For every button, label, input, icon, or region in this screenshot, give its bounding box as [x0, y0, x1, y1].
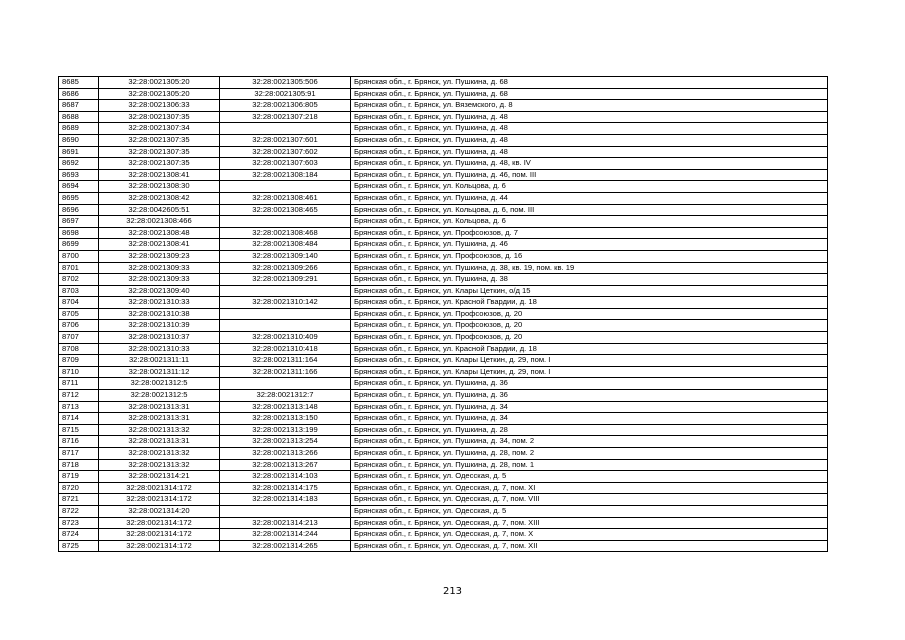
- address-cell: Брянская обл., г. Брянск, ул. Одесская, д. 7, пом. VIII: [351, 494, 828, 506]
- object-cadastral-number-cell: [220, 308, 351, 320]
- object-cadastral-number-cell: 32:28:0021307:602: [220, 146, 351, 158]
- address-cell: Брянская обл., г. Брянск, ул. Профсоюзов, д. 20: [351, 332, 828, 344]
- table-row: [59, 320, 828, 332]
- object-cadastral-number-cell: 32:28:0021308:484: [220, 239, 351, 251]
- table-row: [59, 169, 828, 181]
- row-number-cell: 8722: [59, 505, 99, 517]
- object-cadastral-number-cell: 32:28:0021313:199: [220, 424, 351, 436]
- address-cell: Брянская обл., г. Брянск, ул. Пушкина, д. 34, пом. 2: [351, 436, 828, 448]
- address-cell: Брянская обл., г. Брянск, ул. Одесская, д. 5: [351, 471, 828, 483]
- table-row: [59, 88, 828, 100]
- row-number-cell: 8700: [59, 250, 99, 262]
- object-cadastral-number-cell: 32:28:0021309:140: [220, 250, 351, 262]
- row-number-cell: 8691: [59, 146, 99, 158]
- row-number-cell: 8718: [59, 459, 99, 471]
- row-number-cell: 8711: [59, 378, 99, 390]
- object-cadastral-number-cell: 32:28:0021308:461: [220, 192, 351, 204]
- row-number-cell: 8695: [59, 192, 99, 204]
- address-cell: Брянская обл., г. Брянск, ул. Пушкина, д. 28, пом. 1: [351, 459, 828, 471]
- table-row: [59, 436, 828, 448]
- object-cadastral-number-cell: 32:28:0021308:465: [220, 204, 351, 216]
- address-cell: Брянская обл., г. Брянск, ул. Пушкина, д. 48, кв. IV: [351, 158, 828, 170]
- object-cadastral-number-cell: 32:28:0021313:254: [220, 436, 351, 448]
- row-number-cell: 8724: [59, 529, 99, 541]
- row-number-cell: 8692: [59, 158, 99, 170]
- table-row: [59, 111, 828, 123]
- parcel-cadastral-number-cell: 32:28:0021309:23: [99, 250, 220, 262]
- parcel-cadastral-number-cell: 32:28:0021314:21: [99, 471, 220, 483]
- row-number-cell: 8690: [59, 134, 99, 146]
- row-number-cell: 8720: [59, 482, 99, 494]
- object-cadastral-number-cell: 32:28:0021312:7: [220, 390, 351, 402]
- table-row: [59, 239, 828, 251]
- registry-table-body: [59, 77, 828, 552]
- parcel-cadastral-number-cell: 32:28:0021311:11: [99, 355, 220, 367]
- address-cell: Брянская обл., г. Брянск, ул. Профсоюзов, д. 20: [351, 320, 828, 332]
- row-number-cell: 8696: [59, 204, 99, 216]
- row-number-cell: 8721: [59, 494, 99, 506]
- object-cadastral-number-cell: [220, 181, 351, 193]
- address-cell: Брянская обл., г. Брянск, ул. Клары Цеткин, о/д 15: [351, 285, 828, 297]
- row-number-cell: 8688: [59, 111, 99, 123]
- registry-table: [58, 76, 828, 552]
- table-row: [59, 343, 828, 355]
- row-number-cell: 8716: [59, 436, 99, 448]
- object-cadastral-number-cell: 32:28:0021309:291: [220, 274, 351, 286]
- row-number-cell: 8701: [59, 262, 99, 274]
- address-cell: Брянская обл., г. Брянск, ул. Пушкина, д. 28, пом. 2: [351, 448, 828, 460]
- address-cell: Брянская обл., г. Брянск, ул. Вяземского, д. 8: [351, 100, 828, 112]
- parcel-cadastral-number-cell: 32:28:0021310:39: [99, 320, 220, 332]
- object-cadastral-number-cell: 32:28:0021307:218: [220, 111, 351, 123]
- table-row: [59, 308, 828, 320]
- row-number-cell: 8708: [59, 343, 99, 355]
- table-row: [59, 424, 828, 436]
- parcel-cadastral-number-cell: 32:28:0021313:32: [99, 448, 220, 460]
- parcel-cadastral-number-cell: 32:28:0021306:33: [99, 100, 220, 112]
- table-row: [59, 540, 828, 552]
- table-row: [59, 204, 828, 216]
- object-cadastral-number-cell: 32:28:0021314:103: [220, 471, 351, 483]
- row-number-cell: 8717: [59, 448, 99, 460]
- parcel-cadastral-number-cell: 32:28:0021314:172: [99, 494, 220, 506]
- address-cell: Брянская обл., г. Брянск, ул. Клары Цеткин, д. 29, пом. I: [351, 355, 828, 367]
- row-number-cell: 8725: [59, 540, 99, 552]
- object-cadastral-number-cell: 32:28:0021306:805: [220, 100, 351, 112]
- object-cadastral-number-cell: [220, 505, 351, 517]
- parcel-cadastral-number-cell: 32:28:0021307:35: [99, 111, 220, 123]
- object-cadastral-number-cell: 32:28:0021313:150: [220, 413, 351, 425]
- row-number-cell: 8705: [59, 308, 99, 320]
- row-number-cell: 8719: [59, 471, 99, 483]
- table-row: [59, 297, 828, 309]
- parcel-cadastral-number-cell: 32:28:0021312:5: [99, 378, 220, 390]
- address-cell: Брянская обл., г. Брянск, ул. Пушкина, д. 28: [351, 424, 828, 436]
- table-row: [59, 216, 828, 228]
- object-cadastral-number-cell: 32:28:0021305:91: [220, 88, 351, 100]
- row-number-cell: 8703: [59, 285, 99, 297]
- object-cadastral-number-cell: 32:28:0021309:266: [220, 262, 351, 274]
- table-row: [59, 413, 828, 425]
- address-cell: Брянская обл., г. Брянск, ул. Пушкина, д. 34: [351, 413, 828, 425]
- address-cell: Брянская обл., г. Брянск, ул. Пушкина, д. 36: [351, 390, 828, 402]
- parcel-cadastral-number-cell: 32:28:0021313:31: [99, 401, 220, 413]
- parcel-cadastral-number-cell: 32:28:0021310:33: [99, 297, 220, 309]
- object-cadastral-number-cell: [220, 378, 351, 390]
- object-cadastral-number-cell: [220, 285, 351, 297]
- parcel-cadastral-number-cell: 32:28:0021309:33: [99, 262, 220, 274]
- parcel-cadastral-number-cell: 32:28:0021314:172: [99, 482, 220, 494]
- address-cell: Брянская обл., г. Брянск, ул. Кольцова, д. 6, пом. III: [351, 204, 828, 216]
- parcel-cadastral-number-cell: 32:28:0021307:35: [99, 158, 220, 170]
- row-number-cell: 8685: [59, 77, 99, 89]
- object-cadastral-number-cell: 32:28:0021313:148: [220, 401, 351, 413]
- address-cell: Брянская обл., г. Брянск, ул. Одесская, д. 7, пом. X: [351, 529, 828, 541]
- parcel-cadastral-number-cell: 32:28:0021313:32: [99, 459, 220, 471]
- table-row: [59, 192, 828, 204]
- parcel-cadastral-number-cell: 32:28:0021311:12: [99, 366, 220, 378]
- parcel-cadastral-number-cell: 32:28:0021308:41: [99, 239, 220, 251]
- table-row: [59, 134, 828, 146]
- table-row: [59, 158, 828, 170]
- object-cadastral-number-cell: 32:28:0021310:409: [220, 332, 351, 344]
- table-row: [59, 517, 828, 529]
- table-row: [59, 505, 828, 517]
- parcel-cadastral-number-cell: 32:28:0042605:51: [99, 204, 220, 216]
- parcel-cadastral-number-cell: 32:28:0021307:34: [99, 123, 220, 135]
- table-row: [59, 285, 828, 297]
- address-cell: Брянская обл., г. Брянск, ул. Пушкина, д. 48: [351, 111, 828, 123]
- parcel-cadastral-number-cell: 32:28:0021305:20: [99, 88, 220, 100]
- parcel-cadastral-number-cell: 32:28:0021310:38: [99, 308, 220, 320]
- address-cell: Брянская обл., г. Брянск, ул. Пушкина, д. 68: [351, 77, 828, 89]
- table-row: [59, 77, 828, 89]
- parcel-cadastral-number-cell: 32:28:0021310:33: [99, 343, 220, 355]
- address-cell: Брянская обл., г. Брянск, ул. Одесская, д. 5: [351, 505, 828, 517]
- address-cell: Брянская обл., г. Брянск, ул. Пушкина, д. 38, кв. 19, пом. кв. 19: [351, 262, 828, 274]
- row-number-cell: 8709: [59, 355, 99, 367]
- parcel-cadastral-number-cell: 32:28:0021314:20: [99, 505, 220, 517]
- table-row: [59, 529, 828, 541]
- address-cell: Брянская обл., г. Брянск, ул. Профсоюзов, д. 7: [351, 227, 828, 239]
- parcel-cadastral-number-cell: 32:28:0021307:35: [99, 146, 220, 158]
- row-number-cell: 8698: [59, 227, 99, 239]
- parcel-cadastral-number-cell: 32:28:0021307:35: [99, 134, 220, 146]
- table-row: [59, 378, 828, 390]
- address-cell: Брянская обл., г. Брянск, ул. Кольцова, д. 6: [351, 181, 828, 193]
- parcel-cadastral-number-cell: 32:28:0021312:5: [99, 390, 220, 402]
- row-number-cell: 8697: [59, 216, 99, 228]
- row-number-cell: 8713: [59, 401, 99, 413]
- object-cadastral-number-cell: 32:28:0021307:603: [220, 158, 351, 170]
- table-row: [59, 100, 828, 112]
- table-row: [59, 459, 828, 471]
- address-cell: Брянская обл., г. Брянск, ул. Пушкина, д. 48: [351, 123, 828, 135]
- object-cadastral-number-cell: 32:28:0021311:164: [220, 355, 351, 367]
- row-number-cell: 8687: [59, 100, 99, 112]
- address-cell: Брянская обл., г. Брянск, ул. Пушкина, д. 34: [351, 401, 828, 413]
- address-cell: Брянская обл., г. Брянск, ул. Красной Гвардии, д. 18: [351, 297, 828, 309]
- table-row: [59, 123, 828, 135]
- object-cadastral-number-cell: 32:28:0021314:213: [220, 517, 351, 529]
- row-number-cell: 8702: [59, 274, 99, 286]
- table-row: [59, 390, 828, 402]
- parcel-cadastral-number-cell: 32:28:0021308:42: [99, 192, 220, 204]
- row-number-cell: 8694: [59, 181, 99, 193]
- parcel-cadastral-number-cell: 32:28:0021308:41: [99, 169, 220, 181]
- address-cell: Брянская обл., г. Брянск, ул. Пушкина, д. 48: [351, 134, 828, 146]
- address-cell: Брянская обл., г. Брянск, ул. Одесская, д. 7, пом. XI: [351, 482, 828, 494]
- address-cell: Брянская обл., г. Брянск, ул. Пушкина, д. 46: [351, 239, 828, 251]
- address-cell: Брянская обл., г. Брянск, ул. Пушкина, д. 36: [351, 378, 828, 390]
- parcel-cadastral-number-cell: 32:28:0021309:40: [99, 285, 220, 297]
- table-row: [59, 262, 828, 274]
- object-cadastral-number-cell: 32:28:0021314:265: [220, 540, 351, 552]
- parcel-cadastral-number-cell: 32:28:0021314:172: [99, 517, 220, 529]
- table-row: [59, 366, 828, 378]
- object-cadastral-number-cell: 32:28:0021308:184: [220, 169, 351, 181]
- parcel-cadastral-number-cell: 32:28:0021313:31: [99, 413, 220, 425]
- table-row: [59, 494, 828, 506]
- address-cell: Брянская обл., г. Брянск, ул. Пушкина, д. 44: [351, 192, 828, 204]
- address-cell: Брянская обл., г. Брянск, ул. Профсоюзов, д. 16: [351, 250, 828, 262]
- row-number-cell: 8707: [59, 332, 99, 344]
- parcel-cadastral-number-cell: 32:28:0021310:37: [99, 332, 220, 344]
- table-row: [59, 181, 828, 193]
- address-cell: Брянская обл., г. Брянск, ул. Красной Гвардии, д. 18: [351, 343, 828, 355]
- table-row: [59, 146, 828, 158]
- table-row: [59, 274, 828, 286]
- address-cell: Брянская обл., г. Брянск, ул. Профсоюзов, д. 20: [351, 308, 828, 320]
- parcel-cadastral-number-cell: 32:28:0021313:32: [99, 424, 220, 436]
- table-row: [59, 355, 828, 367]
- table-row: [59, 250, 828, 262]
- object-cadastral-number-cell: 32:28:0021311:166: [220, 366, 351, 378]
- object-cadastral-number-cell: 32:28:0021314:183: [220, 494, 351, 506]
- object-cadastral-number-cell: 32:28:0021305:506: [220, 77, 351, 89]
- parcel-cadastral-number-cell: 32:28:0021308:48: [99, 227, 220, 239]
- object-cadastral-number-cell: 32:28:0021310:142: [220, 297, 351, 309]
- address-cell: Брянская обл., г. Брянск, ул. Пушкина, д. 48: [351, 146, 828, 158]
- object-cadastral-number-cell: [220, 123, 351, 135]
- parcel-cadastral-number-cell: 32:28:0021313:31: [99, 436, 220, 448]
- address-cell: Брянская обл., г. Брянск, ул. Одесская, д. 7, пом. XII: [351, 540, 828, 552]
- row-number-cell: 8693: [59, 169, 99, 181]
- object-cadastral-number-cell: 32:28:0021314:244: [220, 529, 351, 541]
- address-cell: Брянская обл., г. Брянск, ул. Пушкина, д. 38: [351, 274, 828, 286]
- object-cadastral-number-cell: 32:28:0021313:267: [220, 459, 351, 471]
- row-number-cell: 8714: [59, 413, 99, 425]
- page-number: 213: [442, 586, 463, 597]
- address-cell: Брянская обл., г. Брянск, ул. Пушкина, д. 68: [351, 88, 828, 100]
- object-cadastral-number-cell: 32:28:0021310:418: [220, 343, 351, 355]
- row-number-cell: 8710: [59, 366, 99, 378]
- object-cadastral-number-cell: 32:28:0021308:468: [220, 227, 351, 239]
- address-cell: Брянская обл., г. Брянск, ул. Клары Цеткин, д. 29, пом. I: [351, 366, 828, 378]
- table-row: [59, 471, 828, 483]
- row-number-cell: 8686: [59, 88, 99, 100]
- address-cell: Брянская обл., г. Брянск, ул. Кольцова, д. 6: [351, 216, 828, 228]
- parcel-cadastral-number-cell: 32:28:0021309:33: [99, 274, 220, 286]
- object-cadastral-number-cell: 32:28:0021314:175: [220, 482, 351, 494]
- row-number-cell: 8704: [59, 297, 99, 309]
- parcel-cadastral-number-cell: 32:28:0021314:172: [99, 529, 220, 541]
- row-number-cell: 8699: [59, 239, 99, 251]
- row-number-cell: 8723: [59, 517, 99, 529]
- row-number-cell: 8689: [59, 123, 99, 135]
- row-number-cell: 8712: [59, 390, 99, 402]
- parcel-cadastral-number-cell: 32:28:0021308:30: [99, 181, 220, 193]
- parcel-cadastral-number-cell: 32:28:0021314:172: [99, 540, 220, 552]
- table-row: [59, 401, 828, 413]
- parcel-cadastral-number-cell: 32:28:0021308:466: [99, 216, 220, 228]
- object-cadastral-number-cell: [220, 320, 351, 332]
- table-row: [59, 227, 828, 239]
- table-row: [59, 448, 828, 460]
- table-row: [59, 482, 828, 494]
- address-cell: Брянская обл., г. Брянск, ул. Одесская, д. 7, пом. XIII: [351, 517, 828, 529]
- table-row: [59, 332, 828, 344]
- address-cell: Брянская обл., г. Брянск, ул. Пушкина, д. 46, пом. III: [351, 169, 828, 181]
- row-number-cell: 8706: [59, 320, 99, 332]
- parcel-cadastral-number-cell: 32:28:0021305:20: [99, 77, 220, 89]
- row-number-cell: 8715: [59, 424, 99, 436]
- object-cadastral-number-cell: 32:28:0021313:266: [220, 448, 351, 460]
- object-cadastral-number-cell: [220, 216, 351, 228]
- object-cadastral-number-cell: 32:28:0021307:601: [220, 134, 351, 146]
